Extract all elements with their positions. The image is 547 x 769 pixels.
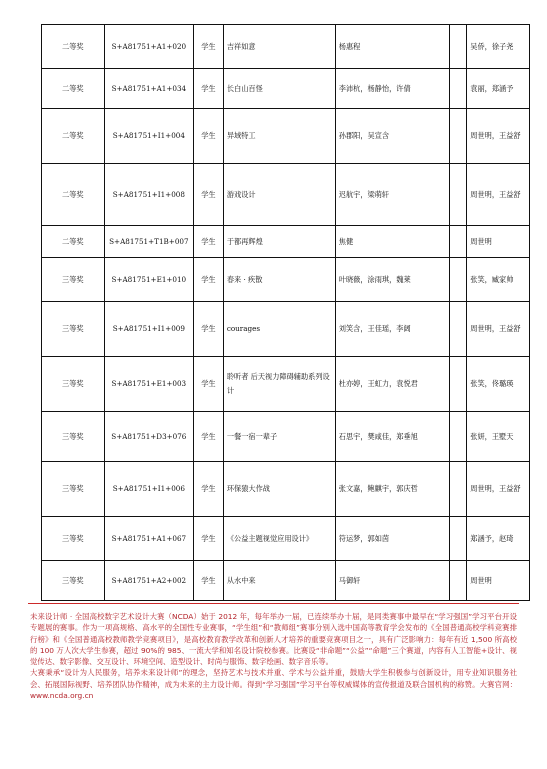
advisors-cell: 张笑，佟璐瑛 [467, 357, 530, 412]
spacer-cell [449, 357, 466, 412]
advisors-cell: 周世明 [467, 226, 530, 258]
entry-code-cell: S+A81751+A2+002 [104, 561, 193, 601]
authors-cell: 马御轩 [335, 561, 449, 601]
entry-code-cell: S+A81751+A1+034 [104, 69, 193, 109]
work-title-cell: 吉祥如意 [223, 25, 335, 69]
awards-table [41, 24, 530, 601]
entry-code-cell: S+A81751+E1+010 [104, 258, 193, 302]
award-level-cell: 二等奖 [42, 164, 105, 226]
award-level-cell: 三等奖 [42, 462, 105, 517]
work-title-cell: 异域特工 [223, 109, 335, 164]
award-level-cell: 二等奖 [42, 69, 105, 109]
advisors-cell: 周世明，王益舒 [467, 164, 530, 226]
table-row [42, 109, 530, 164]
award-level-cell: 二等奖 [42, 226, 105, 258]
entry-code-cell: S+A81751+E1+003 [104, 357, 193, 412]
authors-cell: 杨惠程 [335, 25, 449, 69]
intro-paragraph-2: 大赛秉承“设计为人民服务，培养未来设计师”的理念，坚持艺术与技术并重、学术与公益并重，鼓励大学生积极参与创新设计，用专业知识服务社会、拓展国际视野、培养团队协作精神，成为未来的主力设计师。得到“学习强国”学习平台等权威媒体的宣传报道及联合国机构的称赞。大赛官网：www.ncda.org.cn [30, 668, 517, 701]
authors-cell: 张文嘉，鲍麒宇，郭庆哲 [335, 462, 449, 517]
entry-code-cell: S+A81751+I1+006 [104, 462, 193, 517]
award-level-cell: 三等奖 [42, 302, 105, 357]
category-cell: 学生 [194, 561, 224, 601]
authors-cell: 符运梦，郭如茵 [335, 517, 449, 561]
entry-code-cell: S+A81751+T1B+007 [104, 226, 193, 258]
spacer-cell [449, 462, 466, 517]
authors-cell: 杜亦婷，王虹力，袁悦君 [335, 357, 449, 412]
advisors-cell: 吴侨，徐子尧 [467, 25, 530, 69]
advisors-cell: 袁丽，郑涵予 [467, 69, 530, 109]
entry-code-cell: S+A81751+I1+008 [104, 164, 193, 226]
table-row [42, 302, 530, 357]
table-row [42, 69, 530, 109]
work-title-cell: courages [223, 302, 335, 357]
work-title-cell: 春来 · 疾散 [223, 258, 335, 302]
category-cell: 学生 [194, 25, 224, 69]
spacer-cell [449, 517, 466, 561]
authors-cell: 焦健 [335, 226, 449, 258]
advisors-cell: 张妍，王墅天 [467, 412, 530, 462]
entry-code-cell: S+A81751+A1+020 [104, 25, 193, 69]
work-title-cell: 从水中来 [223, 561, 335, 601]
spacer-cell [449, 25, 466, 69]
work-title-cell: 游戏设计 [223, 164, 335, 226]
entry-code-cell: S+A81751+D3+076 [104, 412, 193, 462]
category-cell: 学生 [194, 517, 224, 561]
advisors-cell: 周世明，王益舒 [467, 302, 530, 357]
advisors-cell: 周世明，王益舒 [467, 462, 530, 517]
table-row [42, 164, 530, 226]
category-cell: 学生 [194, 412, 224, 462]
category-cell: 学生 [194, 258, 224, 302]
authors-cell: 石思宇，樊咸佳，郑垂旭 [335, 412, 449, 462]
spacer-cell [449, 164, 466, 226]
category-cell: 学生 [194, 109, 224, 164]
table-row [42, 561, 530, 601]
table-row [42, 412, 530, 462]
work-title-cell: 于都再辉煌 [223, 226, 335, 258]
table-row [42, 226, 530, 258]
spacer-cell [449, 412, 466, 462]
award-level-cell: 三等奖 [42, 561, 105, 601]
award-level-cell: 三等奖 [42, 258, 105, 302]
entry-code-cell: S+A81751+I1+004 [104, 109, 193, 164]
award-level-cell: 三等奖 [42, 357, 105, 412]
work-title-cell: 一餐一宿一辈子 [223, 412, 335, 462]
work-title-cell: 环保猿大作战 [223, 462, 335, 517]
work-title-cell: 长白山百怪 [223, 69, 335, 109]
advisors-cell: 周世明 [467, 561, 530, 601]
spacer-cell [449, 226, 466, 258]
authors-cell: 迟航宇，梁萌轩 [335, 164, 449, 226]
work-title-cell: 《公益主题视觉应用设计》 [223, 517, 335, 561]
award-level-cell: 三等奖 [42, 517, 105, 561]
advisors-cell: 郑涵予，赵琦 [467, 517, 530, 561]
advisors-cell: 周世明，王益舒 [467, 109, 530, 164]
table-row [42, 258, 530, 302]
work-title-cell: 聆听者 后天视力障碍辅助系列设计 [223, 357, 335, 412]
award-level-cell: 二等奖 [42, 109, 105, 164]
awards-table-body [42, 25, 530, 601]
authors-cell: 叶晓薇，涂雨琪，魏莱 [335, 258, 449, 302]
spacer-cell [449, 258, 466, 302]
entry-code-cell: S+A81751+I1+009 [104, 302, 193, 357]
entry-code-cell: S+A81751+A1+067 [104, 517, 193, 561]
category-cell: 学生 [194, 69, 224, 109]
category-cell: 学生 [194, 302, 224, 357]
award-level-cell: 二等奖 [42, 25, 105, 69]
table-row [42, 462, 530, 517]
authors-cell: 李沛杭，杨静怡，许倩 [335, 69, 449, 109]
table-row [42, 517, 530, 561]
intro-paragraph-1: 未来设计师 · 全国高校数字艺术设计大赛（NCDA）始于 2012 年，每年举办一届，已连续举办十届，是同类赛事中最早在“学习强国”学习平台开设专题展的赛事。作为一项高规格、高水平的全国性专业赛事，“学生组”和“教师组”赛事分别入选中国高等教育学会发布的《全国普通高校学科竞赛排行榜》和《全国普通高校教师教学竞赛项目》，是高校教育教学改革和创新人才培养的重要竞赛项目之一，具有广泛影响力：每年有近 1,500 所高校的 100 万人次大学生参赛，超过 90%的 985、一流大学和知名设计院校参赛。比赛设“非命题”“公益”“命题”三个赛道，内容有人工智能+设计、视觉传达、数字影像、交互设计、环境空间、造型设计、时尚与服饰、数字绘画、数字音乐等。 [30, 612, 517, 667]
spacer-cell [449, 109, 466, 164]
competition-intro [30, 611, 517, 701]
category-cell: 学生 [194, 357, 224, 412]
spacer-cell [449, 69, 466, 109]
footer-divider [28, 603, 519, 604]
authors-cell: 刘笑含，王佳瑶，李阔 [335, 302, 449, 357]
category-cell: 学生 [194, 226, 224, 258]
category-cell: 学生 [194, 462, 224, 517]
authors-cell: 孙郡阳，吴宣含 [335, 109, 449, 164]
spacer-cell [449, 302, 466, 357]
award-level-cell: 三等奖 [42, 412, 105, 462]
table-row [42, 25, 530, 69]
advisors-cell: 张笑，臧家帅 [467, 258, 530, 302]
table-row [42, 357, 530, 412]
spacer-cell [449, 561, 466, 601]
category-cell: 学生 [194, 164, 224, 226]
